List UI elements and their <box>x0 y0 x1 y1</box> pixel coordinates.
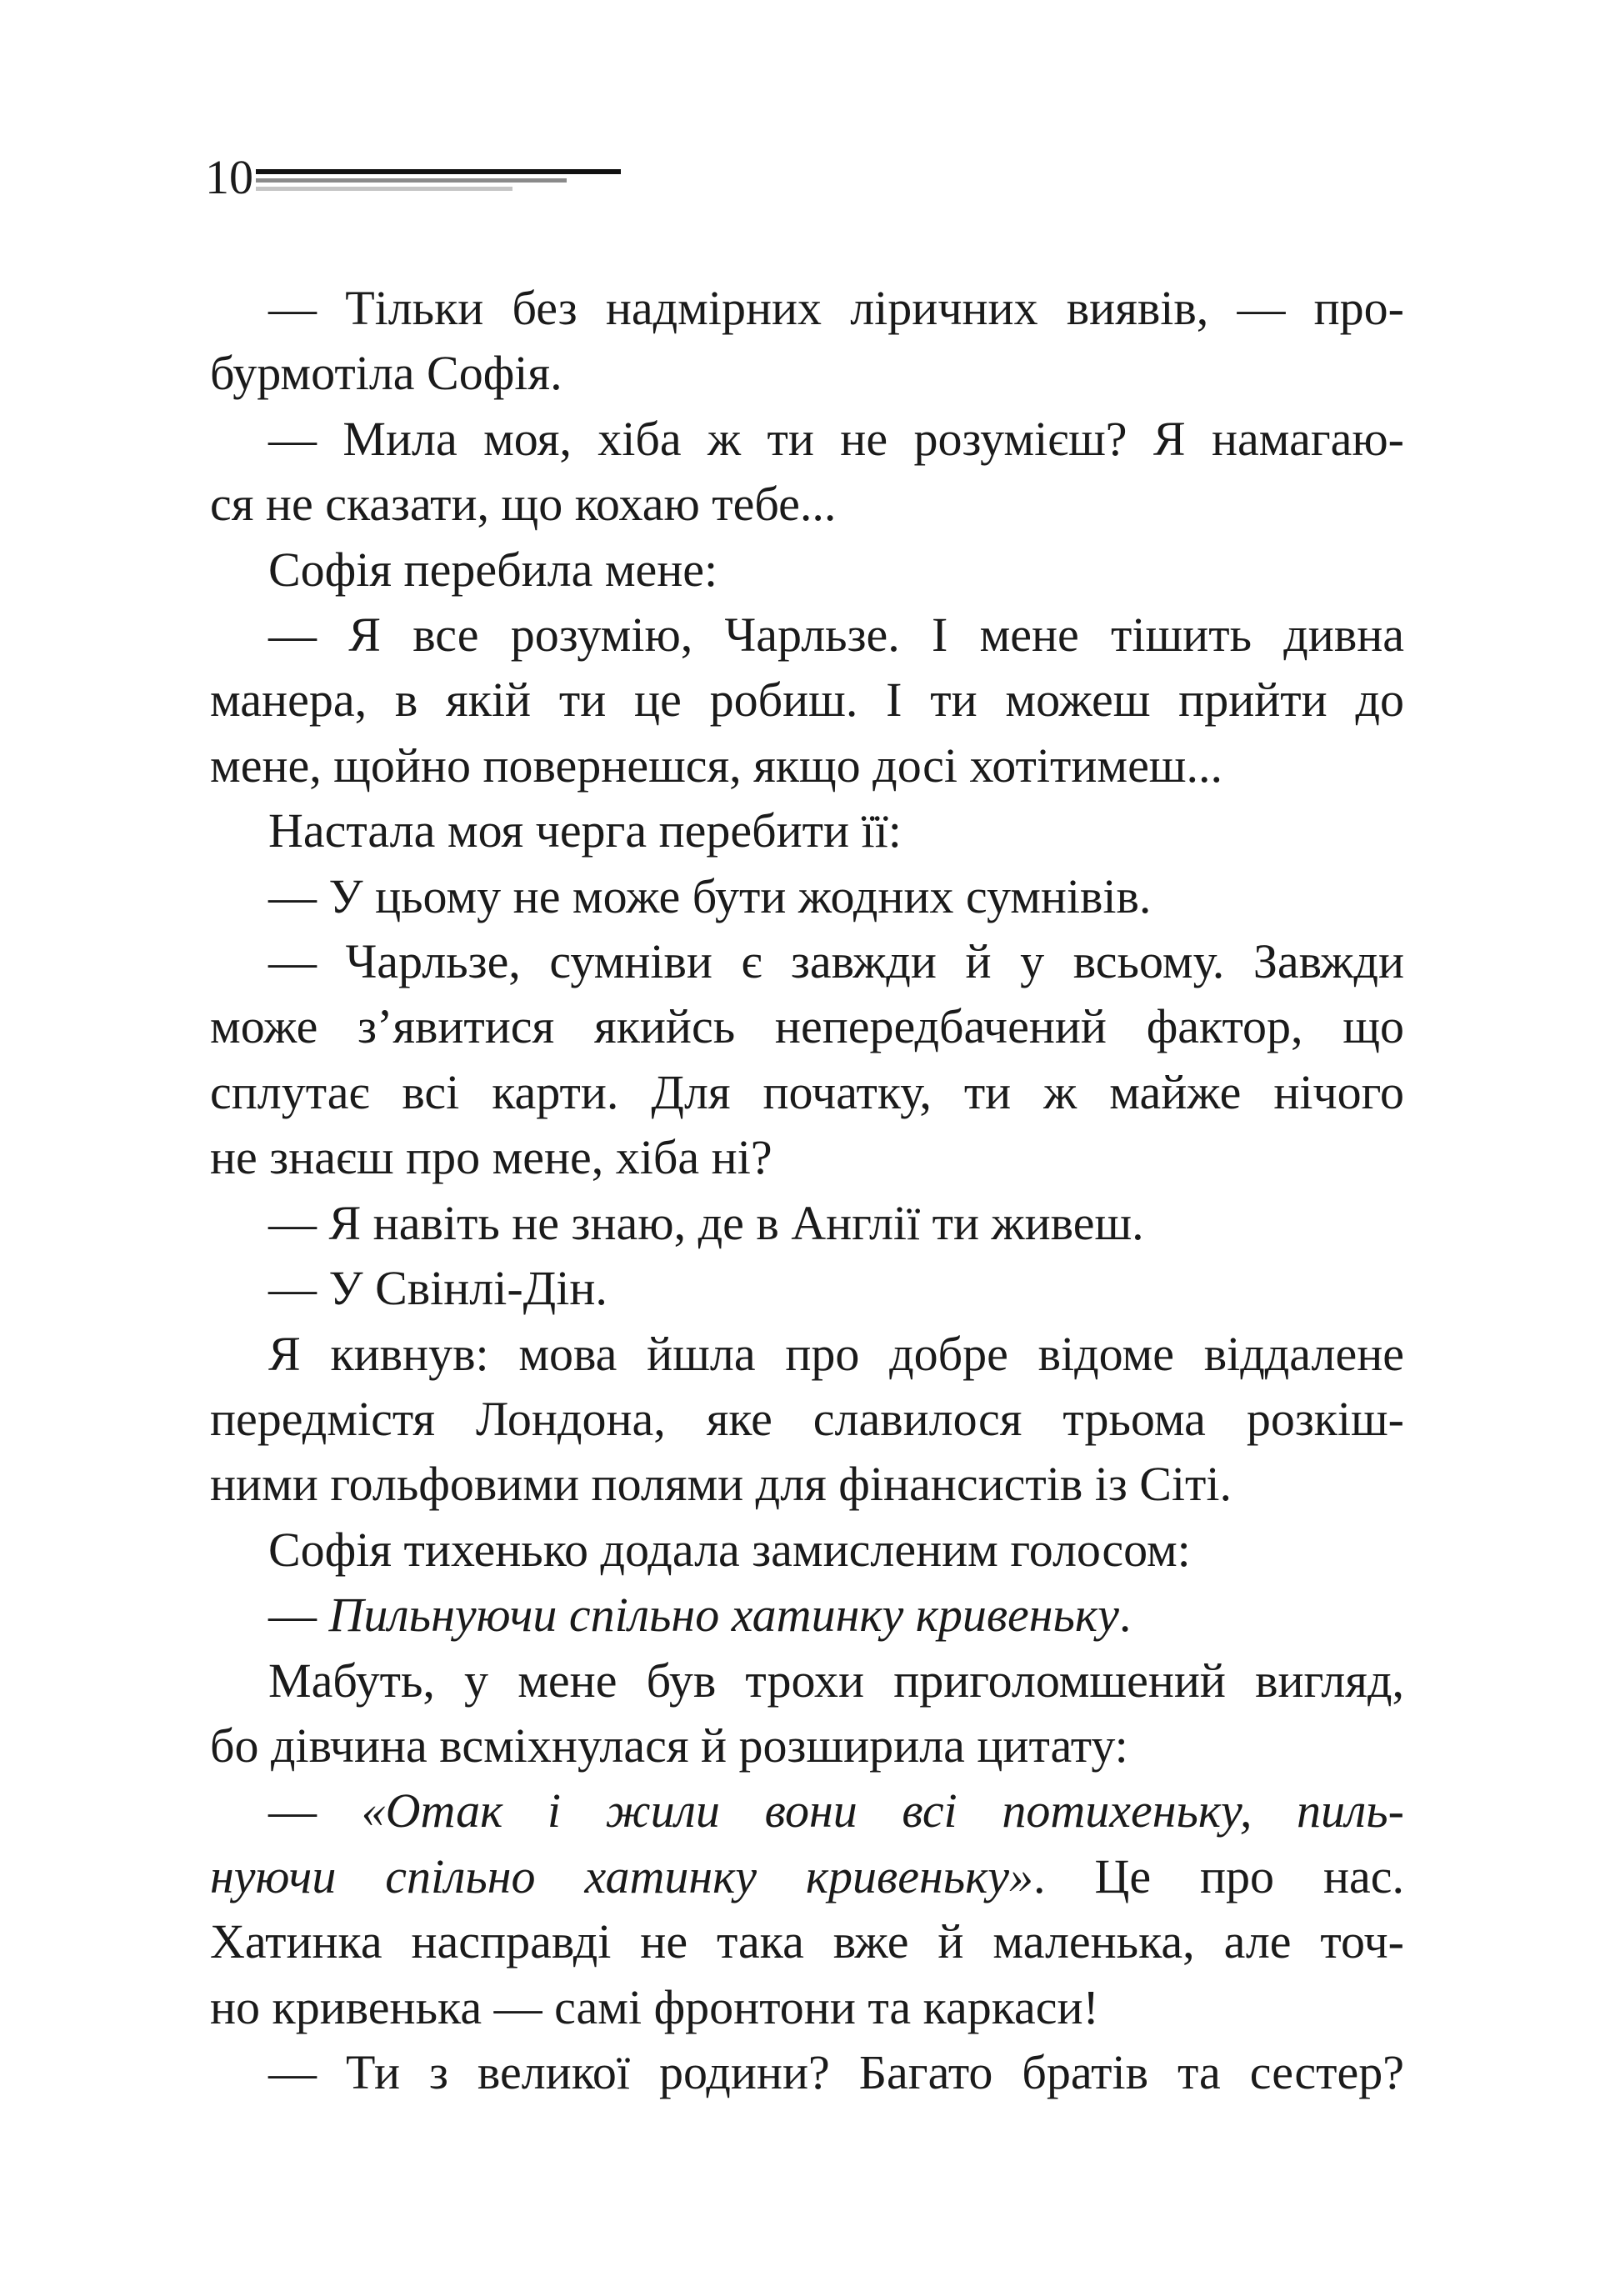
page-number: 10 <box>205 150 253 204</box>
text-segment: Мабуть, у мене був трохи приголомшений вигляд, <box>268 1653 1404 1708</box>
text-segment: . <box>1118 1588 1132 1643</box>
body-text <box>210 276 1404 2105</box>
text-segment: — <box>268 1588 329 1643</box>
header-rule-black <box>256 169 621 174</box>
text-line <box>210 1322 1404 1387</box>
text-segment: Софія тихенько додала замисленим голосом: <box>268 1522 1191 1577</box>
text-line <box>210 1909 1404 1974</box>
paragraph <box>210 929 1404 1191</box>
text-line <box>210 1648 1404 1713</box>
text-segment: — <box>268 1783 362 1838</box>
paragraph <box>210 864 1404 929</box>
paragraph <box>210 1583 1404 1648</box>
text-line <box>210 1387 1404 1452</box>
italic-text: «Отак і жили вони всі потихеньку, пиль- <box>361 1783 1404 1838</box>
paragraph <box>210 1322 1404 1518</box>
text-segment: . Це про нас. <box>1033 1848 1404 1903</box>
text-segment: сплутає всі карти. Для початку, ти ж майже нічого <box>210 1064 1404 1119</box>
text-line <box>210 1844 1404 1909</box>
text-line <box>210 1778 1404 1843</box>
paragraph <box>210 1518 1404 1583</box>
text-line <box>210 603 1404 668</box>
text-line <box>210 864 1404 929</box>
text-line <box>210 668 1404 733</box>
text-line <box>210 1713 1404 1778</box>
text-line <box>210 2040 1404 2105</box>
text-segment: — Мила моя, хіба ж ти не розумієш? Я намагаю- <box>268 411 1404 466</box>
text-segment: — Ти з великої родини? Багато братів та сестер? <box>268 2044 1404 2099</box>
paragraph <box>210 603 1404 798</box>
paragraph <box>210 798 1404 863</box>
paragraph <box>210 1778 1404 2040</box>
text-line <box>210 994 1404 1059</box>
paragraph <box>210 1256 1404 1321</box>
paragraph <box>210 1648 1404 1779</box>
paragraph <box>210 407 1404 538</box>
header-rule-grey <box>256 178 567 183</box>
paragraph <box>210 538 1404 603</box>
text-segment: не знаєш про мене, хіба ні? <box>210 1130 772 1185</box>
paragraph <box>210 2040 1404 2105</box>
text-segment: може з’явитися якийсь непередбачений фактор, що <box>210 999 1404 1054</box>
text-line <box>210 929 1404 994</box>
text-line <box>210 538 1404 603</box>
text-line <box>210 1975 1404 2040</box>
italic-text: нуючи спільно хатинку кривеньку» <box>210 1848 1034 1903</box>
text-segment: — Я все розумію, Чарльзе. І мене тішить дивна <box>268 608 1404 663</box>
text-line <box>210 798 1404 863</box>
text-line <box>210 341 1404 406</box>
text-segment: ними гольфовими полями для фінансистів із Сіті. <box>210 1457 1232 1512</box>
text-line <box>210 1583 1404 1648</box>
text-segment: Настала моя черга перебити її: <box>268 803 902 858</box>
text-segment: Софія перебила мене: <box>268 542 718 597</box>
text-line <box>210 733 1404 798</box>
text-line <box>210 1256 1404 1321</box>
text-line <box>210 1125 1404 1190</box>
text-line <box>210 407 1404 472</box>
text-segment: бурмотіла Софія. <box>210 346 562 401</box>
text-line <box>210 1518 1404 1583</box>
text-segment: — Тільки без надмірних ліричних виявів, — про- <box>268 281 1404 335</box>
header-rule-light <box>256 187 512 191</box>
text-line <box>210 1060 1404 1125</box>
text-segment: Хатинка насправді не така вже й маленька, але точ- <box>210 1914 1404 1969</box>
text-segment: — Чарльзе, сумніви є завжди й у всьому. Завжди <box>268 934 1404 989</box>
text-line <box>210 472 1404 537</box>
paragraph <box>210 1191 1404 1256</box>
text-segment: бо дівчина всміхнулася й розширила цитату: <box>210 1718 1128 1773</box>
text-line <box>210 1191 1404 1256</box>
text-line <box>210 276 1404 341</box>
italic-text: Пильнуючи спільно хатинку кривеньку <box>328 1588 1119 1643</box>
text-segment: — У цьому не може бути жодних сумнівів. <box>268 868 1152 923</box>
paragraph <box>210 276 1404 407</box>
text-segment: манера, в якій ти це робиш. І ти можеш прийти до <box>210 673 1404 728</box>
text-segment: но кривенька — самі фронтони та каркаси! <box>210 1979 1099 2034</box>
text-segment: Я кивнув: мова йшла про добре відоме віддалене <box>268 1326 1404 1381</box>
text-segment: — Я навіть не знаю, де в Англії ти живеш. <box>268 1195 1144 1250</box>
text-segment: — У Свінлі-Дін. <box>268 1261 608 1316</box>
text-segment: мене, щойно повернешся, якщо досі хотітимеш... <box>210 738 1222 793</box>
text-segment: передмістя Лондона, яке славилося трьома розкіш- <box>210 1391 1404 1446</box>
text-segment: ся не сказати, що кохаю тебе... <box>210 477 837 532</box>
text-line <box>210 1452 1404 1517</box>
